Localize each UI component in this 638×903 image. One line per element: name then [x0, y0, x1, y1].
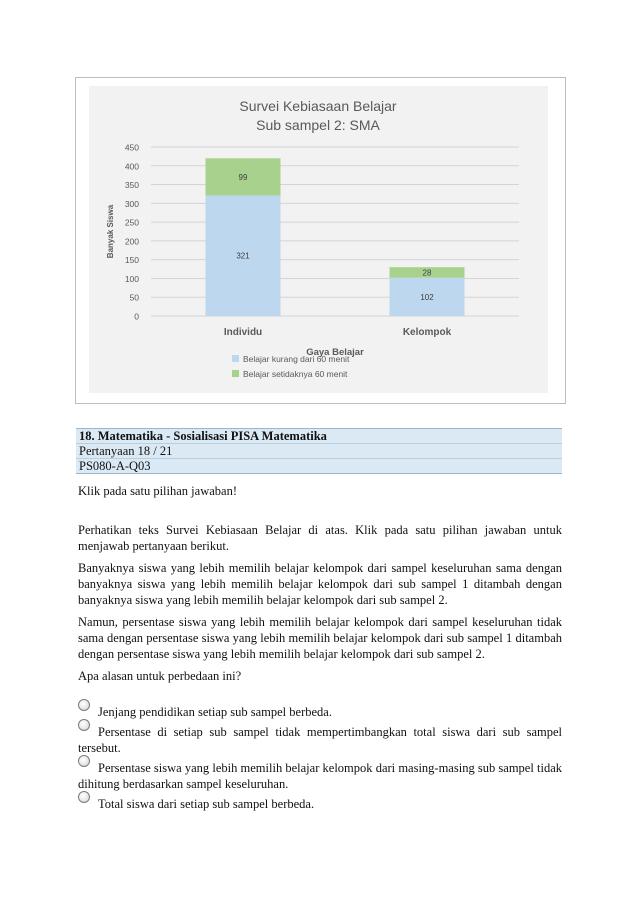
question-content — [78, 483, 562, 816]
x-tick-label: Individu — [223, 327, 263, 338]
x-axis-label: Gaya Belajar — [306, 347, 364, 358]
radio-button[interactable] — [78, 719, 90, 731]
y-tick-label: 200 — [124, 236, 139, 247]
data-label: 99 — [238, 172, 248, 182]
radio-button[interactable] — [78, 791, 90, 803]
y-tick-label: 450 — [124, 142, 139, 153]
answer-option-1[interactable] — [78, 704, 562, 720]
answer-option-label: Persentase siswa yang lebih memilih belajar kelompok dari masing-masing sub sampel tidak dihitung berdasarkan sampel keseluruhan. — [78, 761, 562, 791]
radio-button[interactable] — [78, 699, 90, 711]
data-label: 321 — [236, 251, 250, 261]
answer-option-label: Total siswa dari setiap sub sampel berbeda. — [98, 797, 315, 811]
legend-swatch — [232, 355, 239, 362]
radio-button[interactable] — [78, 755, 90, 767]
legend-label: Belajar setidaknya 60 menit — [243, 369, 348, 379]
answer-option-4[interactable] — [78, 796, 562, 812]
chart-area — [89, 86, 548, 393]
instruction-text: Klik pada satu pilihan jawaban! — [78, 484, 237, 498]
paragraph: Perhatikan teks Survei Kebiasaan Belajar di atas. Klik pada satu pilihan jawaban untuk menjawab pertanyaan berikut. — [78, 523, 562, 553]
question-text: Apa alasan untuk perbedaan ini? — [78, 669, 242, 683]
y-tick-label: 50 — [129, 292, 139, 303]
question-header — [76, 428, 562, 474]
y-tick-label: 250 — [124, 217, 139, 228]
chart-frame — [75, 77, 566, 404]
stacked-bar-chart — [89, 86, 548, 393]
chart-title: Survei Kebiasaan Belajar — [239, 98, 397, 114]
answer-option-2[interactable] — [78, 724, 562, 756]
paragraph: Namun, persentase siswa yang lebih memilih belajar kelompok dari sampel keseluruhan tidak sama dengan persentase siswa yang lebih memilih belajar kelompok dari sub sampel 1 ditambah dengan persentase siswa yang lebih memilih belajar kelompok dari sub sampel 2. — [78, 615, 562, 661]
answer-option-label: Persentase di setiap sub sampel tidak mempertimbangkan total siswa dari sub sampel tersebut. — [78, 725, 562, 755]
y-tick-label: 300 — [124, 198, 139, 209]
data-label: 102 — [420, 292, 434, 302]
y-tick-label: 400 — [124, 161, 139, 172]
question-number: Pertanyaan 18 / 21 — [76, 444, 562, 459]
y-tick-label: 0 — [134, 311, 139, 322]
question-title: 18. Matematika - Sosialisasi PISA Matematika — [76, 429, 562, 444]
y-tick-label: 100 — [124, 273, 139, 284]
y-axis-label: Banyak Siswa — [106, 204, 115, 259]
y-tick-label: 350 — [124, 180, 139, 191]
legend-swatch — [232, 370, 239, 377]
question-code: PS080-A-Q03 — [79, 459, 151, 473]
data-label: 28 — [422, 268, 432, 278]
answer-option-label: Jenjang pendidikan setiap sub sampel berbeda. — [98, 705, 332, 719]
legend-label: Belajar kurang dari 60 menit — [243, 354, 350, 364]
answer-option-3[interactable] — [78, 760, 562, 792]
paragraph: Banyaknya siswa yang lebih memilih belajar kelompok dari sampel keseluruhan sama dengan banyaknya siswa yang lebih memilih belajar kelompok dari sub sampel 1 ditambah dengan banyaknya siswa yang lebih memilih belajar kelompok dari sub sampel 2. — [78, 561, 562, 607]
y-tick-label: 150 — [124, 255, 139, 266]
chart-subtitle: Sub sampel 2: SMA — [256, 117, 380, 133]
x-tick-label: Kelompok — [402, 327, 452, 338]
